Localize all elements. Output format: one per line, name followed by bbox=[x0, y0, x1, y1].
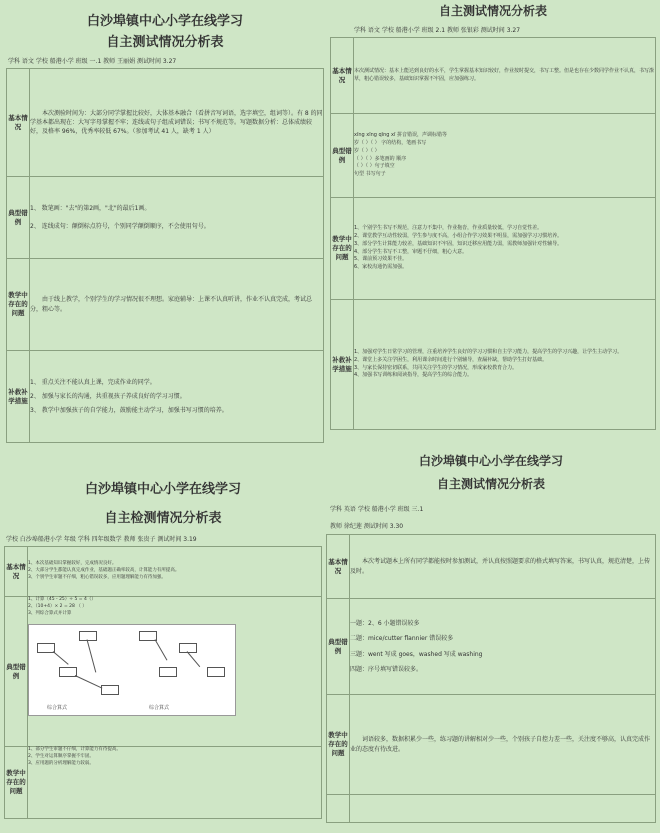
row-content: 1、计算（45 - 25）÷ 5 = 4（） 2、（10+4）× 2 = 28 （ ） 3、列综合算式并计算 综合算式 综合算式 bbox=[28, 597, 322, 747]
row-content: 1、 数笔画："去"的第2画，"北"的最后1画。 2、 连线成句：颠倒标点符号，个别同学颠倒顺序，不会使用句号。 bbox=[30, 177, 324, 259]
analysis-table bbox=[6, 68, 324, 443]
row-content: 本次测试情况：基本上能达到良好的水平，学生掌握基本知识较好，作业按时提交，书写工整。但是也存在少数同学作业不认真，书写潦草，粗心错误较多，基础知识掌握不牢固，应加强练习。 bbox=[354, 38, 656, 114]
row-content: xīng xīng qīng xī 拼音错误，声调标错等 岁（ ）（ ） 字的结构，笔画书写 岁（ ）（ ） （ ）（ ）多笔画的 顺序 （ ）（ ）句子填空 句型 书写句子 bbox=[354, 114, 656, 198]
figure-connector bbox=[155, 639, 168, 660]
row-content: 1、 重点关注不能认真上课，完成作业的同学。 2、 加强与家长的沟通，共重视孩子养成良好的学习习惯。 3、 教学中加强孩子的自学能力，鼓励能主动学习，加强书写习惯的培养。 bbox=[30, 351, 324, 443]
row-label-empty bbox=[327, 795, 350, 823]
row-label: 教学中存在的问题 bbox=[331, 198, 354, 300]
sheet-title-line2: 自主检测情况分析表 bbox=[104, 511, 222, 526]
row-content: 词语较多，数据积累少一些，练习题的讲解相对少一些，个别孩子自控力差一些，关注度不够高，认真完成作业的态度有待改进。 bbox=[350, 695, 656, 795]
analysis-table bbox=[330, 37, 656, 430]
sheet-title-line1: 白沙埠镇中心小学在线学习 bbox=[418, 454, 563, 468]
table-row bbox=[7, 69, 324, 177]
figure-connector bbox=[75, 675, 103, 689]
figure-connector bbox=[187, 651, 201, 667]
table-row bbox=[331, 114, 656, 198]
sheet-title-line1: 白沙埠镇中心小学在线学习 bbox=[86, 14, 243, 29]
row-content: 1、本次基础知识掌握较好，完成情况良好。 2、大部分学生都能认真完成作业，基础题正确率较高，计算能力有所提高。 3、个别学生审题不仔细，粗心错误较多，应用题理解能力有待加强。 bbox=[28, 547, 322, 597]
sheet-meta-line2: 教师 徐纪莲 测试时间 3.30 bbox=[330, 523, 404, 530]
figure-box bbox=[159, 667, 177, 677]
figure-connector bbox=[87, 639, 97, 672]
row-content: 1、加强对学生日常学习的管理，注重培养学生良好的学习习惯和自主学习能力，提高学生的学习兴趣，让学生主动学习。 2、课堂上多关注学困生，利用课余时间进行个别辅导，查漏补缺，帮助学生打好基础。 3、与家长保持密切联系，共同关注学生的学习情况，形成家校教育合力。 4、加强书写训练和阅读指导，提高学生的综合能力。 bbox=[354, 300, 656, 430]
figure-connector bbox=[53, 651, 69, 665]
row-content: 1、部分学生审题不仔细，计算能力有待提高。 2、学生对运算顺序掌握不牢固。 3、应用题的分析理解能力较弱。 bbox=[28, 747, 322, 819]
row-content: 本次考试题本上所有同学都能按时参加测试，并认真按照题要求的格式填写答案，书写认真，规范清楚，上传及时。 bbox=[350, 535, 656, 599]
figure-caption-right: 综合算式 bbox=[149, 704, 170, 711]
row-label: 教学中存在的问题 bbox=[7, 259, 30, 351]
row-label: 教学中存在的问题 bbox=[5, 747, 28, 819]
sheet-title-line2: 自主测试情况分析表 bbox=[106, 35, 224, 50]
row-label: 典型错例 bbox=[331, 114, 354, 198]
row-content: 由于线上教学，个别学生的学习情况很不理想。家庭辅导：上课不认真听讲，作业不认真完成，考试总分，粗心等。 bbox=[30, 259, 324, 351]
sheet-title: 自主测试情况分析表 bbox=[438, 4, 547, 18]
row-label: 补救补学措施 bbox=[7, 351, 30, 443]
analysis-sheet-math-grade4 bbox=[4, 478, 322, 833]
table-row bbox=[331, 38, 656, 114]
row-label: 典型错例 bbox=[7, 177, 30, 259]
sheet-meta: 学科 语文 学校 船港小学 班级 2.1 教师 张银彩 测试时间 3.27 bbox=[354, 27, 521, 34]
figure-caption-left: 综合算式 bbox=[47, 704, 68, 711]
table-row bbox=[327, 535, 656, 599]
sheet-title-line2: 自主测试情况分析表 bbox=[436, 477, 545, 491]
table-row bbox=[7, 177, 324, 259]
row-label: 基本情况 bbox=[7, 69, 30, 177]
flowchart-figure bbox=[28, 624, 236, 716]
row-content: 1、个别学生书写不规范，注意力不集中，作业拖沓，作业质量较低，学习自觉性差。 2、课堂教学互动性较弱，学生参与度不高，小组合作学习效果不明显，需加强学习习惯培养。 3、部分学生计算能力较差，基础知识不牢固，知识迁移应用能力弱，需教师加强针对性辅导。 4、部分学生书写不工整，审题不仔细，粗心大意。 5、课前预习效果不佳。 6、家校沟通仍需加强。 bbox=[354, 198, 656, 300]
table-row bbox=[327, 795, 656, 823]
row-label: 典型错例 bbox=[327, 599, 350, 695]
table-row bbox=[327, 695, 656, 795]
analysis-sheet-english-grade3 bbox=[326, 452, 656, 833]
analysis-sheet-chinese-grade2 bbox=[330, 2, 656, 442]
analysis-table bbox=[4, 546, 322, 819]
row-label: 典型错例 bbox=[5, 597, 28, 747]
row-label: 基本情况 bbox=[331, 38, 354, 114]
table-row bbox=[7, 259, 324, 351]
figure-box bbox=[79, 631, 97, 641]
table-row bbox=[331, 300, 656, 430]
row-content: 一题：2、6 小题错误较多 二题：mice/cutter flannier 错误较多 三题：went 写成 goes，washed 写成 washing 四题：序号填写错误较多。 bbox=[350, 599, 656, 695]
figure-box bbox=[207, 667, 225, 677]
figure-box bbox=[101, 685, 119, 695]
sheet-meta-line1: 学科 英语 学校 船港小学 班级 三.1 bbox=[330, 506, 424, 513]
row-label: 教学中存在的问题 bbox=[327, 695, 350, 795]
analysis-sheet-chinese-grade1 bbox=[6, 8, 324, 440]
row-label: 基本情况 bbox=[5, 547, 28, 597]
row-content: 本次测验时间为：大部分同学掌握比较好，大体基本融合（看拼音写词语，选字填空，组词等）。有 8 的同学基本都出现在：大写字母掌握不牢；连线或句子组成词错误；书写不规范等。写题数据分析：总体成绩较好，及格率 96%，优秀率较低 67%。（参加考试 41 人，缺考 1 人） bbox=[30, 69, 324, 177]
table-row bbox=[5, 547, 322, 597]
row-content-empty bbox=[350, 795, 656, 823]
table-row bbox=[5, 747, 322, 819]
table-row bbox=[5, 597, 322, 747]
sheet-meta: 学校 白沙埠船港小学 年级 学科 四年级数学 教师 张贵子 测试时间 3.19 bbox=[6, 536, 197, 543]
table-row bbox=[7, 351, 324, 443]
table-row bbox=[331, 198, 656, 300]
row-label: 基本情况 bbox=[327, 535, 350, 599]
sheet-meta: 学科 语文 学校 船港小学 班级 一.1 教师 王丽娟 测试时间 3.27 bbox=[8, 58, 177, 65]
table-row bbox=[327, 599, 656, 695]
analysis-table bbox=[326, 534, 656, 823]
row-label: 补救补学措施 bbox=[331, 300, 354, 430]
sheet-title-line1: 白沙埠镇中心小学在线学习 bbox=[84, 482, 241, 497]
